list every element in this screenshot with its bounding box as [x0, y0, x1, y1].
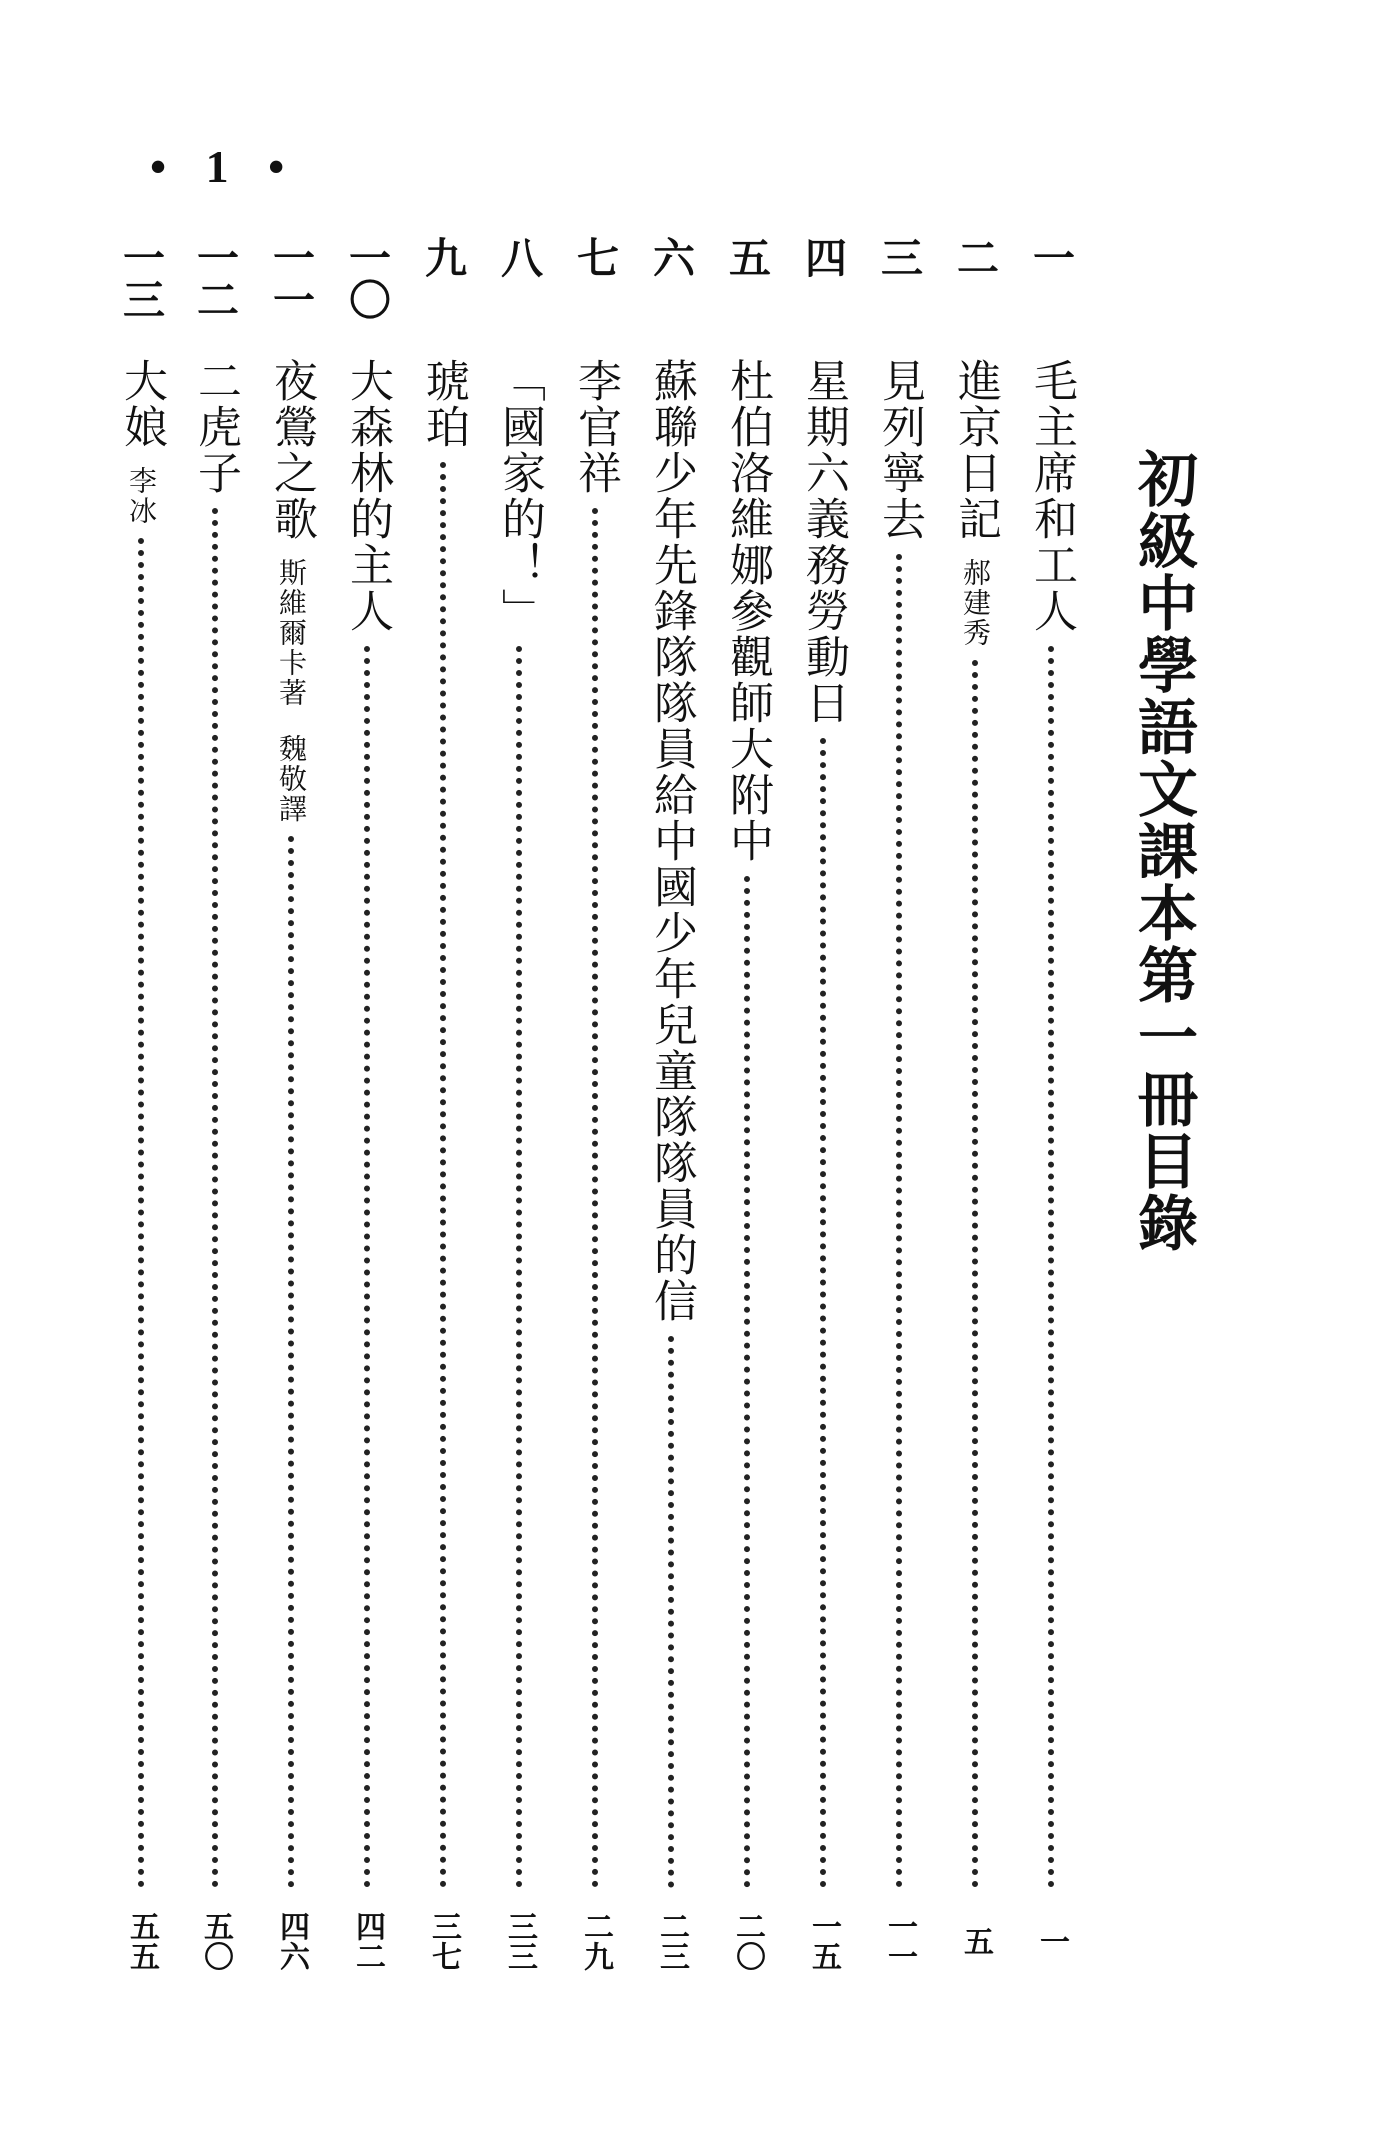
- page-number: 三七: [426, 1911, 461, 1971]
- lesson-author: 斯維爾卡著: [275, 558, 308, 708]
- lesson-number: 一一: [267, 236, 316, 320]
- toc-entry[interactable]: [412, 236, 474, 1976]
- lesson-title: 大娘: [116, 358, 167, 450]
- lesson-title: 毛主席和工人: [1026, 358, 1077, 634]
- lesson-translator: 魏敬譯: [275, 734, 308, 824]
- dot-leader: [516, 646, 522, 1888]
- lesson-title: 夜鶯之歌: [266, 358, 317, 542]
- toc-entry[interactable]: [110, 236, 172, 1976]
- page-number: 二三: [654, 1911, 689, 1971]
- lesson-number: 二: [951, 236, 1000, 278]
- toc-entry[interactable]: [716, 236, 778, 1976]
- toc-entry[interactable]: [260, 236, 322, 1976]
- toc-entry[interactable]: [564, 236, 626, 1976]
- dot-leader: [668, 1336, 674, 1888]
- dot-leader: [288, 836, 294, 1888]
- dot-leader: [138, 538, 144, 1888]
- toc-entry[interactable]: [944, 236, 1006, 1976]
- lesson-title: 見列寧去: [874, 358, 925, 542]
- lesson-title: 二虎子: [190, 358, 241, 496]
- page-number: 二九: [578, 1911, 613, 1971]
- dot-leader: [896, 554, 902, 1888]
- lesson-title: 星期六義務勞動日: [798, 358, 849, 726]
- lesson-number: 一〇: [343, 236, 392, 320]
- page-number: 四二: [350, 1911, 385, 1971]
- lesson-title: 進京日記: [950, 358, 1001, 542]
- lesson-title: 琥珀: [418, 358, 469, 450]
- toc-entry[interactable]: [488, 236, 550, 1976]
- dot-leader: [592, 508, 598, 1888]
- lesson-title: 「國家的！」: [494, 358, 545, 634]
- lesson-number: 五: [723, 236, 772, 278]
- lesson-title: 杜伯洛維娜參觀師大附中: [722, 358, 773, 864]
- page-number: 一一: [882, 1911, 917, 1971]
- page-marker: • 1 •: [150, 141, 299, 192]
- lesson-number: 三: [875, 236, 924, 278]
- page-number: 五五: [124, 1911, 159, 1971]
- toc-entry[interactable]: [1020, 236, 1082, 1976]
- page-title: 初級中學語文課本第一冊目錄: [1128, 448, 1198, 1254]
- lesson-author: 李冰: [125, 466, 158, 526]
- lesson-number: 一: [1027, 236, 1076, 278]
- lesson-number: 七: [571, 236, 620, 278]
- lesson-title: 大森林的主人: [342, 358, 393, 634]
- lesson-title: 蘇聯少年先鋒隊隊員給中國少年兒童隊隊員的信: [646, 358, 697, 1324]
- dot-leader: [744, 876, 750, 1888]
- page-number: 四六: [274, 1911, 309, 1971]
- dot-leader: [820, 738, 826, 1888]
- lesson-title: 李官祥: [570, 358, 621, 496]
- lesson-number: 九: [419, 236, 468, 278]
- toc-entry[interactable]: [184, 236, 246, 1976]
- dot-leader: [364, 646, 370, 1888]
- page-number: 一: [1034, 1926, 1069, 1956]
- dot-leader: [212, 508, 218, 1888]
- page-number: 三三: [502, 1911, 537, 1971]
- toc-entry[interactable]: [336, 236, 398, 1976]
- page-number: 一五: [806, 1911, 841, 1971]
- lesson-author: 郝建秀: [959, 558, 992, 648]
- lesson-number: 八: [495, 236, 544, 278]
- lesson-number: 一三: [117, 236, 166, 320]
- toc-entry[interactable]: [792, 236, 854, 1976]
- page-number: 五: [958, 1926, 993, 1956]
- dot-leader: [972, 660, 978, 1888]
- lesson-number: 四: [799, 236, 848, 278]
- lesson-number: 六: [647, 236, 696, 278]
- toc-entry[interactable]: [640, 236, 702, 1976]
- dot-leader: [1048, 646, 1054, 1888]
- page-number: 五〇: [198, 1911, 233, 1971]
- dot-leader: [440, 462, 446, 1888]
- page-number: 二〇: [730, 1911, 765, 1971]
- toc-entry[interactable]: [868, 236, 930, 1976]
- lesson-number: 一二: [191, 236, 240, 320]
